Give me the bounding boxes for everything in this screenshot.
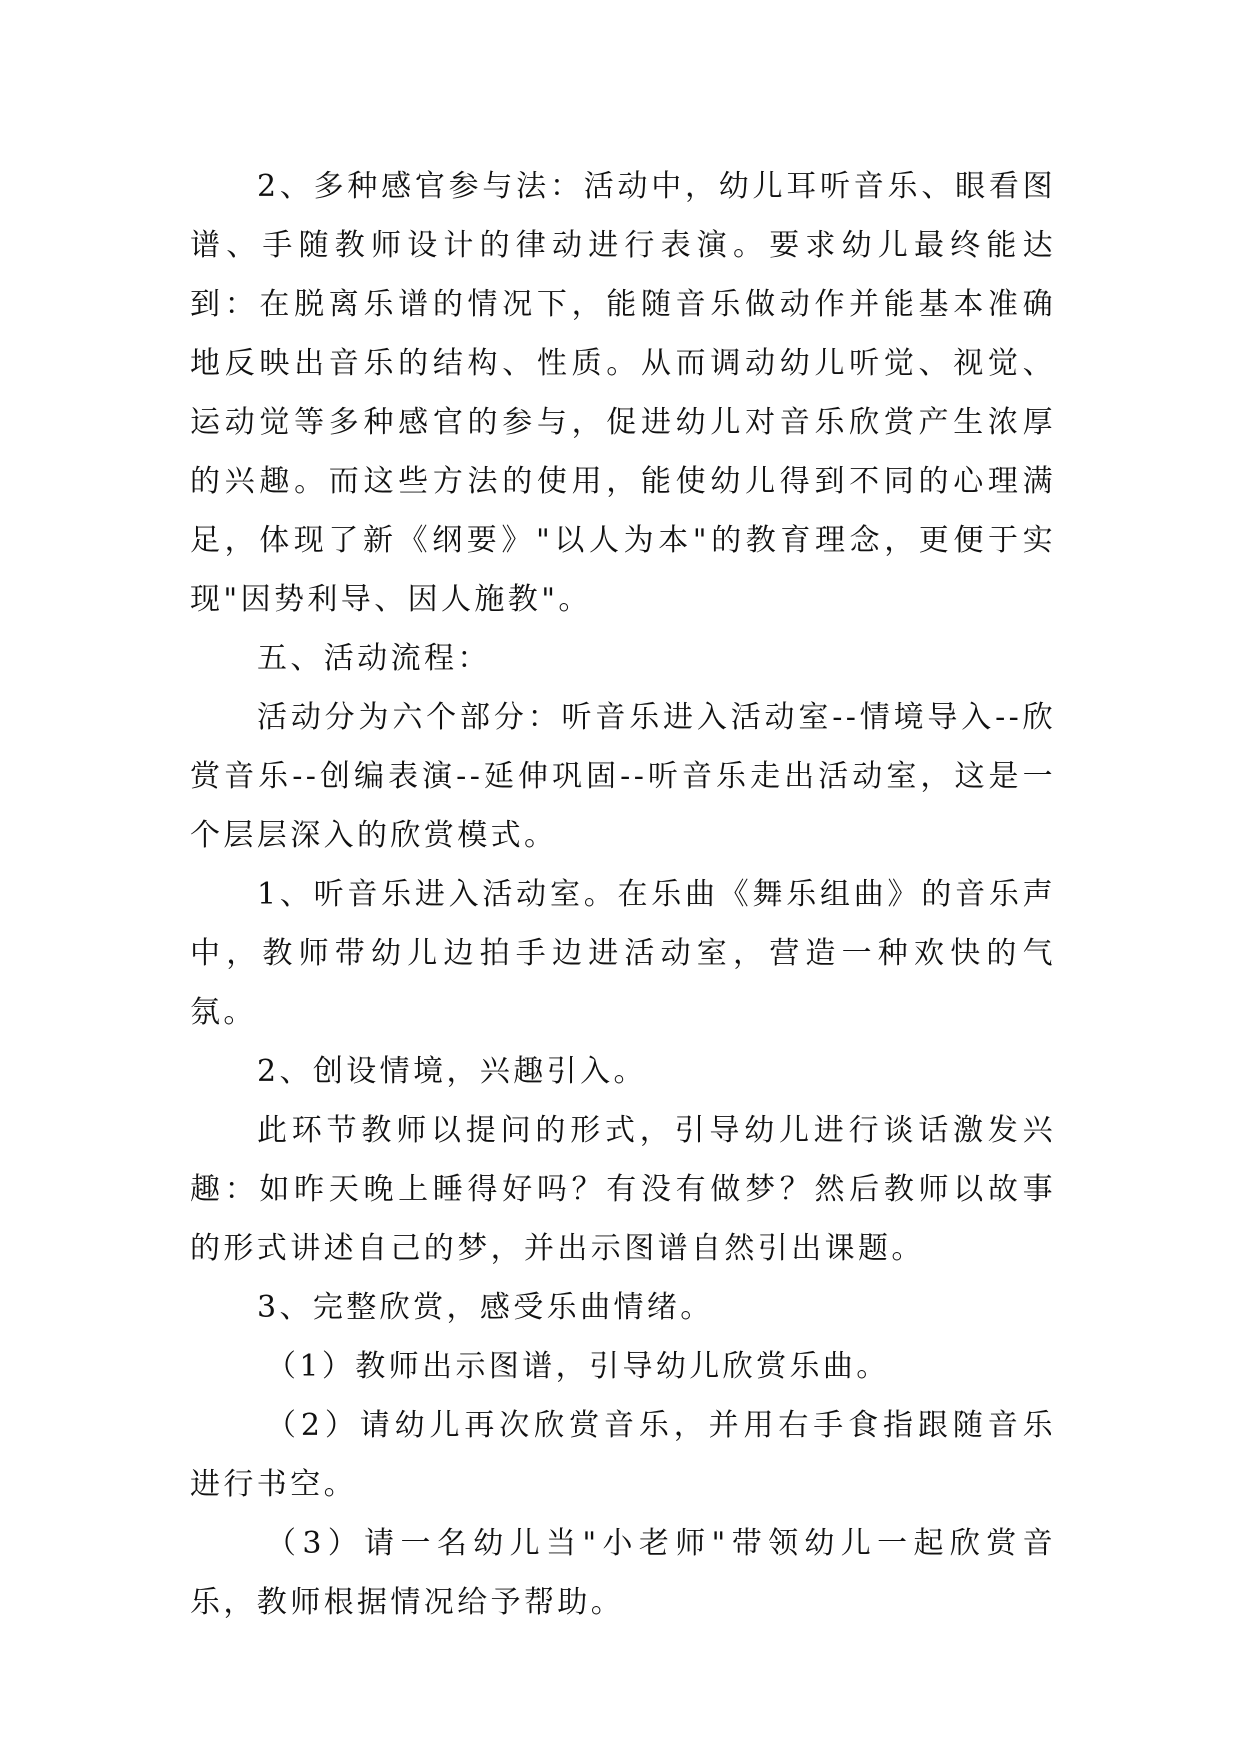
paragraph-step-3-item-1: （1）教师出示图谱，引导幼儿欣赏乐曲。 — [266, 1349, 890, 1384]
paragraph-step-2-detail: 此环节教师以提问的形式，引导幼儿进行谈话激发兴趣：如昨天晚上睡得好吗？有没有做梦？然后教师以故事的形式讲述自己的梦，并出示图谱自然引出课题。 — [190, 1113, 1056, 1266]
paragraph-step-2: 2、创设情境，兴趣引入。 — [257, 1054, 647, 1089]
paragraph-step-3-item-3: （3）请一名幼儿当"小老师"带领幼儿一起欣赏音乐，教师根据情况给予帮助。 — [190, 1526, 1056, 1620]
heading-activity-process: 五、活动流程： — [257, 641, 491, 676]
paragraph-multi-sensory-method: 2、多种感官参与法：活动中，幼儿耳听音乐、眼看图谱、手随教师设计的律动进行表演。要求幼儿最终能达到：在脱离乐谱的情况下，能随音乐做动作并能基本准确地反映出音乐的结构、性质。从而调动幼儿听觉、视觉、运动觉等多种感官的参与，促进幼儿对音乐欣赏产生浓厚的兴趣。而这些方法的使用，能使幼儿得到不同的心理满足，体现了新《纲要》"以人为本"的教育理念，更便于实现"因势利导、因人施教"。 — [190, 169, 1056, 617]
document-body — [190, 157, 1056, 1632]
paragraph-activity-parts: 活动分为六个部分：听音乐进入活动室--情境导入--欣赏音乐--创编表演--延伸巩固--听音乐走出活动室，这是一个层层深入的欣赏模式。 — [190, 700, 1056, 853]
paragraph-step-3: 3、完整欣赏，感受乐曲情绪。 — [257, 1290, 714, 1325]
paragraph-step-3-item-2: （2）请幼儿再次欣赏音乐，并用右手食指跟随音乐进行书空。 — [190, 1408, 1056, 1502]
paragraph-step-1: 1、听音乐进入活动室。在乐曲《舞乐组曲》的音乐声中，教师带幼儿边拍手边进活动室，营造一种欢快的气氛。 — [190, 877, 1056, 1030]
